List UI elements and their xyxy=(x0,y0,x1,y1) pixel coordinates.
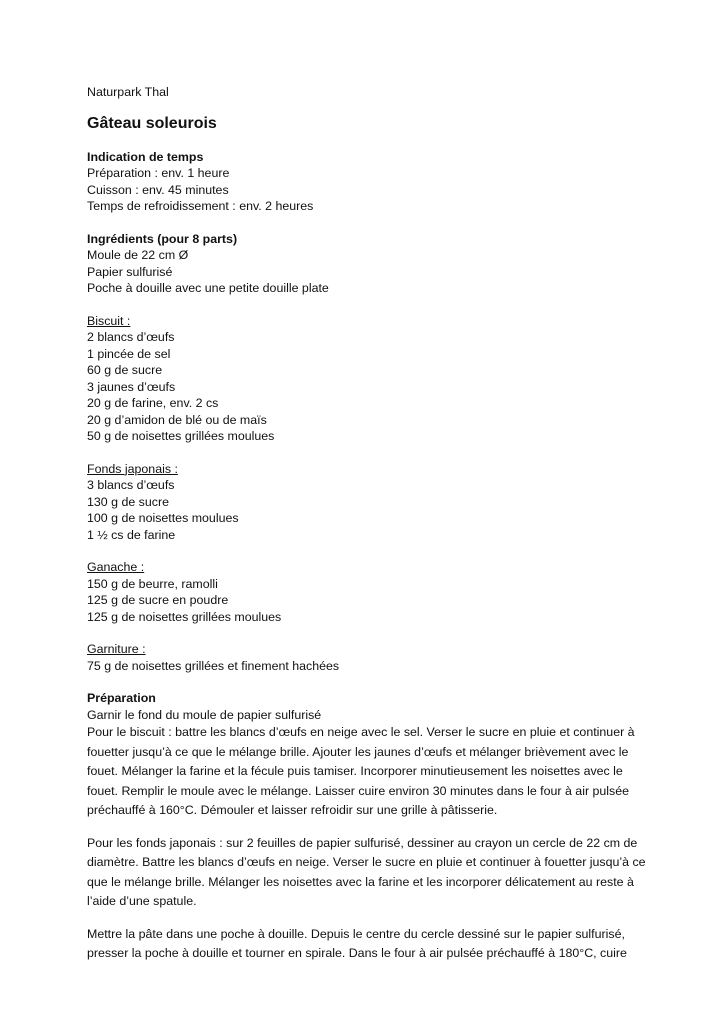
ingredient-line: 75 g de noisettes grillées et finement hachées xyxy=(87,658,340,673)
ingredient-line: Papier sulfurisé xyxy=(87,264,173,279)
ingredient-line: 1 ½ cs de farine xyxy=(87,527,176,542)
biscuit-heading: Biscuit : xyxy=(87,313,131,328)
preparation-section xyxy=(87,690,647,964)
ingredient-line: 60 g de sucre xyxy=(87,363,163,377)
time-line: Préparation : env. 1 heure xyxy=(87,166,230,180)
preparation-paragraph: Pour le biscuit : battre les blancs d’œufs en neige avec le sel. Verser le sucre en pluie et continuer à fouetter jusqu’à ce que le mélange brille. Ajouter les jaunes d’œufs et mélanger brièvement avec le fouet. Mélanger la farine et la fécule puis tamiser. Incorporer minutieusement les noisettes avec le fouet. Remplir le moule avec le mélange. Laisser cuire environ 30 minutes dans le four à air pulsée préchauffé à 160°C. Démouler et laisser refroidir sur une grille à pâtisserie. xyxy=(87,725,635,817)
ingredients-section xyxy=(87,231,647,297)
ganache-heading: Ganache : xyxy=(87,560,145,574)
ingredient-line: 100 g de noisettes moulues xyxy=(87,511,239,525)
preparation-intro: Garnir le fond du moule de papier sulfurisé xyxy=(87,707,322,722)
preparation-paragraph: Pour les fonds japonais : sur 2 feuilles de papier sulfurisé, dessiner au crayon un cercle de 22 cm de diamètre. Battre les blancs d’œufs en neige. Verser le sucre en pluie et continuer à fouetter jusqu’à ce que le mélange brille. Mélanger les noisettes avec la farine et les incorporer délicatement au reste à l’aide d’une spatule. xyxy=(87,835,646,908)
ingredient-line: 3 blancs d’œufs xyxy=(87,478,175,492)
preparation-paragraph: Mettre la pâte dans une poche à douille. Depuis le centre du cercle dessiné sur le papier sulfurisé, presser la poche à douille et tourner en spirale. Dans le four à air pulsée préchauffé à 180°C, cuire xyxy=(87,926,627,960)
ingredient-line: 20 g d’amidon de blé ou de maïs xyxy=(87,412,267,427)
ingredient-line: 1 pincée de sel xyxy=(87,346,171,361)
fonds-japonais-heading: Fonds japonais : xyxy=(87,461,178,476)
time-section xyxy=(87,149,647,215)
ingredient-line: Poche à douille avec une petite douille plate xyxy=(87,281,329,295)
ingredient-line: 2 blancs d’œufs xyxy=(87,330,175,344)
garniture-section xyxy=(87,641,647,674)
ingredient-line: 125 g de sucre en poudre xyxy=(87,593,229,607)
recipe-document xyxy=(87,84,647,964)
garniture-heading: Garniture : xyxy=(87,642,146,656)
organization-name: Naturpark Thal xyxy=(87,85,169,99)
ingredient-line: 150 g de beurre, ramolli xyxy=(87,576,218,591)
ingredients-heading: Ingrédients (pour 8 parts) xyxy=(87,231,238,246)
ingredient-line: 20 g de farine, env. 2 cs xyxy=(87,396,219,410)
biscuit-section xyxy=(87,313,647,445)
ganache-section xyxy=(87,559,647,625)
recipe-title: Gâteau soleurois xyxy=(87,114,217,132)
preparation-heading: Préparation xyxy=(87,691,156,705)
ingredient-line: 50 g de noisettes grillées moulues xyxy=(87,429,275,443)
ingredient-line: 125 g de noisettes grillées moulues xyxy=(87,609,282,624)
fonds-japonais-section xyxy=(87,461,647,544)
time-line: Cuisson : env. 45 minutes xyxy=(87,182,229,197)
ingredient-line: 130 g de sucre xyxy=(87,494,169,509)
ingredient-line: Moule de 22 cm Ø xyxy=(87,248,189,262)
time-line: Temps de refroidissement : env. 2 heures xyxy=(87,199,314,213)
time-heading: Indication de temps xyxy=(87,149,204,164)
ingredient-line: 3 jaunes d’œufs xyxy=(87,379,176,394)
